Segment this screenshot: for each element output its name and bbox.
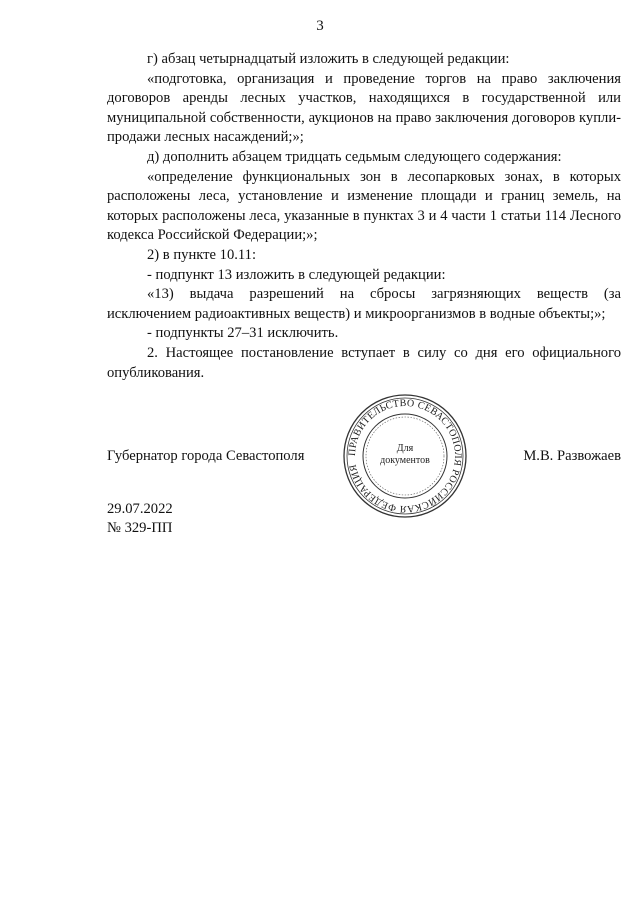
seal-center-text-1: Для: [396, 443, 414, 454]
official-seal: [342, 393, 468, 519]
paragraph-subpoint-13: - подпункт 13 изложить в следующей редакции:: [147, 266, 446, 283]
paragraph-quote-permits: «13) выдача разрешений на сбросы загрязняющих веществ (за исключением радиоактивных веществ) и микроорганизмов в водные объекты;»;: [107, 286, 621, 322]
paragraph-effective-date: 2. Настоящее постановление вступает в силу со дня его официального опубликования.: [107, 344, 621, 381]
paragraph-quote-trading: «подготовка, организация и проведение торгов на право заключения договоров аренды лесных участков, находящихся в государственной или муниципальной собственности, аукционов на право заключения договоров купли-продажи лесных насаждений;»;: [107, 70, 621, 146]
page-number: 3: [316, 18, 324, 34]
document-number: № 329-ПП: [107, 520, 173, 536]
paragraph-point-10-11: 2) в пункте 10.11:: [147, 246, 257, 263]
seal-center-text-2: документов: [380, 455, 430, 466]
document-body: [107, 50, 621, 383]
document-date: 29.07.2022: [107, 501, 173, 517]
paragraph-quote-zones: «определение функциональных зон в лесопарковых зонах, в которых расположены леса, установление и изменение площади и границ земель, на которых расположены леса, указанные в пунктах 3 и 4 части 1 статьи 114 Лесного кодекса Российской Федерации;»;: [107, 168, 621, 244]
paragraph-subpoints-exclude: - подпункты 27–31 исключить.: [147, 325, 339, 342]
document-date-number: [107, 500, 173, 538]
paragraph-item-d: д) дополнить абзацем тридцать седьмым следующего содержания:: [147, 148, 562, 165]
paragraph-item-g: г) абзац четырнадцатый изложить в следующей редакции:: [147, 51, 510, 67]
signatory-name: М.В. Развожаев: [523, 448, 621, 464]
signatory-title: Губернатор города Севастополя: [107, 448, 305, 464]
seal-outer-text: ПРАВИТЕЛЬСТВО СЕВАСТОПОЛЯ РОССИЙСКАЯ ФЕДЕРАЦИЯ: [346, 397, 464, 515]
